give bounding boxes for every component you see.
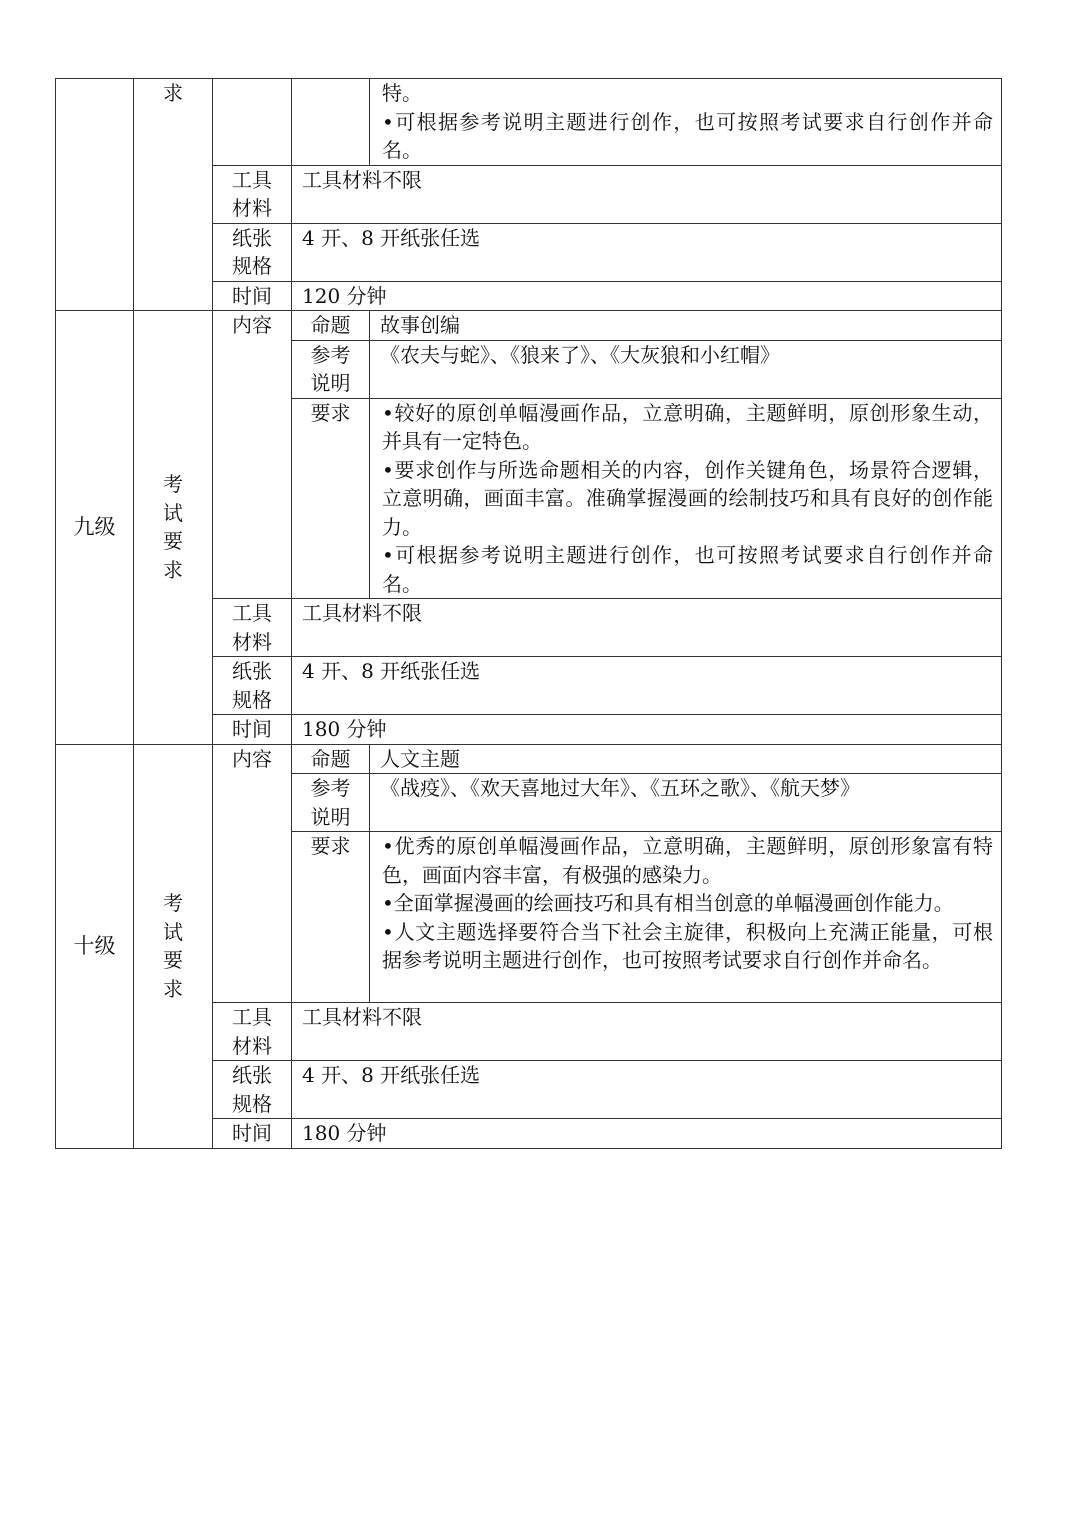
level9-ref-value: 《农夫与蛇》、《狼来了》、《大灰狼和小红帽》 <box>370 340 1002 398</box>
level9-topic-label: 命题 <box>292 311 370 341</box>
prev-requirement-row <box>56 79 1002 166</box>
level10-exam-req-cell <box>134 744 213 1148</box>
prev-level-cell <box>56 79 134 311</box>
level10-req-label: 要求 <box>292 832 370 1003</box>
exam-requirements-table <box>55 78 1002 1149</box>
level9-time-label: 时间 <box>213 715 292 745</box>
level9-exam-req-cell <box>134 311 213 745</box>
level10-ref-label-cell <box>292 774 370 832</box>
level9-label: 九级 <box>56 311 134 745</box>
level9-req-label: 要求 <box>292 398 370 599</box>
level10-topic-label: 命题 <box>292 744 370 774</box>
level9-requirements <box>370 398 1002 599</box>
level10-tools-label-cell <box>213 1003 292 1061</box>
prev-time-value: 120 分钟 <box>292 281 1002 311</box>
level10-time-value: 180 分钟 <box>292 1119 1002 1149</box>
level10-requirement-item: •全面掌握漫画的绘画技巧和具有相当创意的单幅漫画创作能力。 <box>382 891 954 915</box>
level10-paper-label-cell <box>213 1061 292 1119</box>
prev-tools-label: 工具材料 <box>232 167 272 220</box>
prev-exam-req-tail: 求 <box>163 81 183 105</box>
level9-tools-value: 工具材料不限 <box>292 599 1002 657</box>
level9-exam-req-label: 考试要求 <box>163 472 183 582</box>
level9-requirement-item: •较好的原创单幅漫画作品，立意明确，主题鲜明，原创形象生动，并具有一定特色。 <box>382 400 993 453</box>
prev-paper-label-cell <box>213 223 292 281</box>
level10-paper-value: 4 开、8 开纸张任选 <box>292 1061 1002 1119</box>
level9-requirement-item: •要求创作与所选命题相关的内容，创作关键角色，场景符合逻辑，立意明确，画面丰富。准确掌握漫画的绘制技巧和具有良好的创作能力。 <box>382 457 993 539</box>
level9-ref-label: 参考说明 <box>310 342 351 395</box>
prev-content-cell <box>213 79 292 166</box>
level10-paper-label: 纸张规格 <box>232 1063 272 1116</box>
level9-paper-value: 4 开、8 开纸张任选 <box>292 657 1002 715</box>
level9-ref-label-cell <box>292 340 370 398</box>
level10-requirement-item: •人文主题选择要符合当下社会主旋律，积极向上充满正能量，可根据参考说明主题进行创作，也可按照考试要求自行创作并命名。 <box>382 919 993 972</box>
level9-tools-label-cell <box>213 599 292 657</box>
prev-req-label-cell <box>292 79 370 166</box>
level10-ref-value: 《战疫》、《欢天喜地过大年》、《五环之歌》、《航天梦》 <box>370 774 1002 832</box>
level9-content-label: 内容 <box>213 311 292 599</box>
level9-tools-label: 工具材料 <box>232 601 272 654</box>
level10-tools-label: 工具材料 <box>232 1005 272 1058</box>
level10-content-label: 内容 <box>213 744 292 1003</box>
level10-requirement-item: •优秀的原创单幅漫画作品，立意明确，主题鲜明，原创形象富有特色，画面内容丰富，有极强的感染力。 <box>382 834 993 887</box>
level9-paper-label: 纸张规格 <box>232 659 272 712</box>
level10-topic-row <box>56 744 1002 774</box>
level10-tools-value: 工具材料不限 <box>292 1003 1002 1061</box>
prev-time-label: 时间 <box>213 281 292 311</box>
level10-exam-req-label: 考试要求 <box>163 891 183 1001</box>
level10-ref-label: 参考说明 <box>310 776 351 829</box>
prev-tools-label-cell <box>213 165 292 223</box>
prev-requirement-line: 特。 <box>382 81 422 105</box>
level10-requirements <box>370 832 1002 1003</box>
prev-paper-value: 4 开、8 开纸张任选 <box>292 223 1002 281</box>
prev-requirement-text <box>370 79 1002 166</box>
prev-requirement-line: •可根据参考说明主题进行创作，也可按照考试要求自行创作并命名。 <box>382 109 993 162</box>
level9-paper-label-cell <box>213 657 292 715</box>
prev-exam-req-cell <box>134 79 213 311</box>
level10-time-label: 时间 <box>213 1119 292 1149</box>
level9-topic-value: 故事创编 <box>370 311 1002 341</box>
level10-topic-value: 人文主题 <box>370 744 1002 774</box>
prev-tools-value: 工具材料不限 <box>292 165 1002 223</box>
level10-label: 十级 <box>56 744 134 1148</box>
prev-paper-label: 纸张规格 <box>232 225 272 278</box>
level9-topic-row <box>56 311 1002 341</box>
level9-requirement-item: •可根据参考说明主题进行创作，也可按照考试要求自行创作并命名。 <box>382 543 993 596</box>
level9-time-value: 180 分钟 <box>292 715 1002 745</box>
